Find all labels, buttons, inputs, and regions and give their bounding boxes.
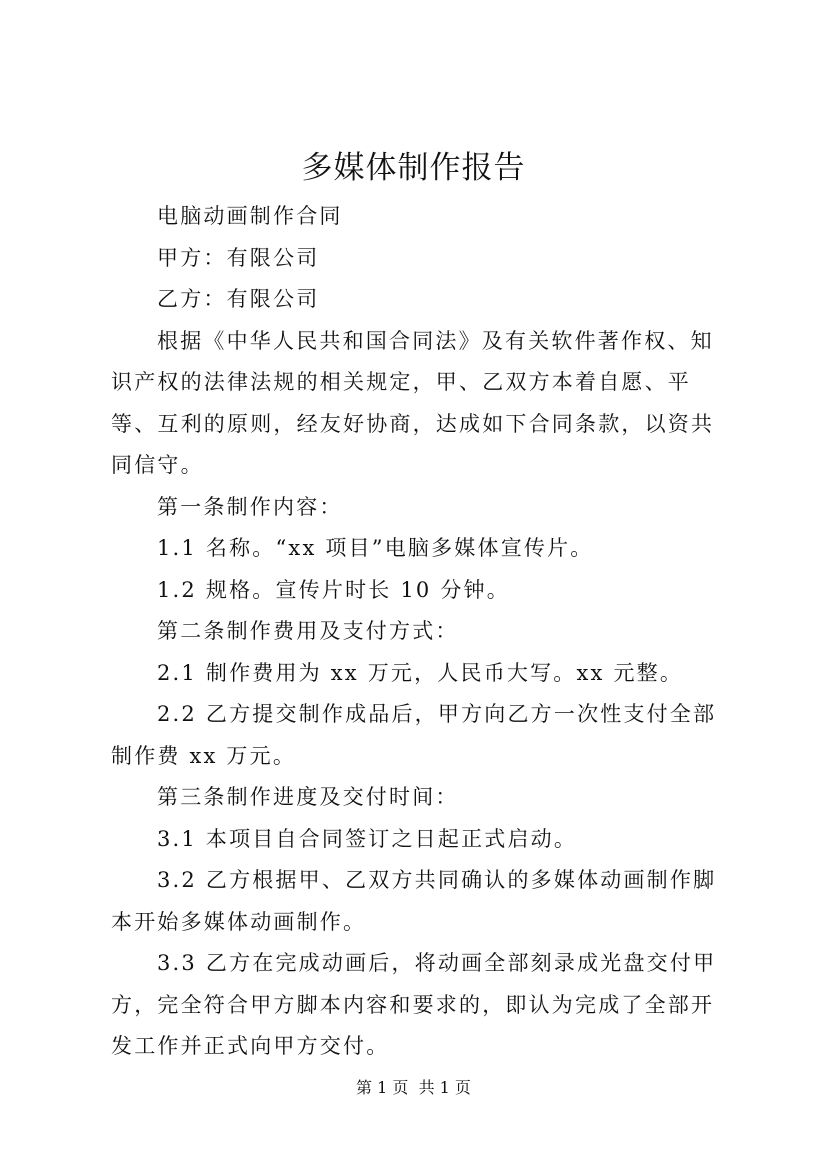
paragraph-clause-2-2: 2.2 乙方提交制作成品后，甲方向乙方一次性支付全部制作费 xx 万元。 <box>111 702 717 768</box>
paragraph-article-3-heading: 第三条制作进度及交付时间： <box>157 785 459 809</box>
page-number: 第 1 页 共 1 页 <box>356 1078 471 1097</box>
document-title: 多媒体制作报告 <box>301 150 526 186</box>
paragraph-party-b: 乙方：有限公司 <box>157 287 320 311</box>
paragraph-clause-1-1: 1.1 名称。“xx 项目”电脑多媒体宣传片。 <box>157 536 594 560</box>
paragraph-article-2-heading: 第二条制作费用及支付方式： <box>157 619 459 643</box>
paragraph-contract-name: 电脑动画制作合同 <box>157 204 343 228</box>
paragraph-clause-1-2: 1.2 规格。宣传片时长 10 分钟。 <box>157 577 510 602</box>
paragraph-article-1-heading: 第一条制作内容： <box>157 494 343 519</box>
paragraph-clause-2-1: 2.1 制作费用为 xx 万元，人民币大写。xx 元整。 <box>157 660 684 685</box>
paragraph-clause-3-2: 3.2 乙方根据甲、乙双方共同确认的多媒体动画制作脚本开始多媒体动画制作。 <box>111 868 717 934</box>
paragraph-clause-3-1: 3.1 本项目自合同签订之日起正式启动。 <box>157 826 578 851</box>
paragraph-party-a: 甲方：有限公司 <box>157 245 320 270</box>
paragraph-preamble: 根据《中华人民共和国合同法》及有关软件著作权、知识产权的法律法规的相关规定，甲、乙双方本着自愿、平等、互利的原则，经友好协商，达成如下合同条款，以资共同信守。 <box>111 328 715 477</box>
document-body <box>111 196 723 1068</box>
paragraph-clause-3-3: 3.3 乙方在完成动画后，将动画全部刻录成光盘交付甲方，完全符合甲方脚本内容和要求的，即认为完成了全部开发工作并正式向甲方交付。 <box>111 951 717 1058</box>
page-footer <box>0 1078 827 1098</box>
